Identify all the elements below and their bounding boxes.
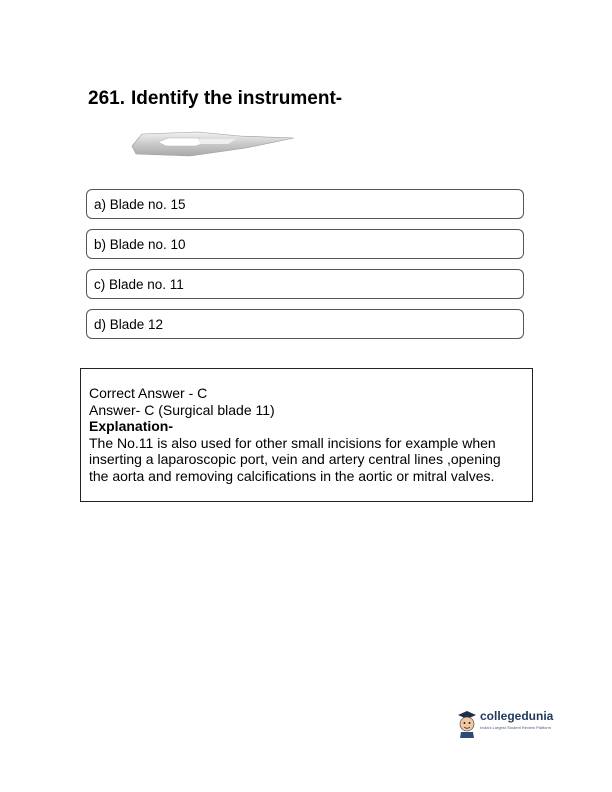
explanation-text: The No.11 is also used for other small incisions for example when inserting a laparoscopic port, vein and artery central lines ,opening the aorta and removing calcifications in the aortic or mitral valves. (89, 434, 501, 484)
logo-tagline: India's Largest Student Review Platform (480, 725, 552, 730)
option-c[interactable] (86, 269, 524, 299)
collegedunia-logo (456, 708, 556, 740)
question-text: Identify the instrument- (130, 88, 343, 109)
scalpel-blade-image (128, 126, 298, 158)
question-number: 261. (88, 88, 125, 109)
option-a[interactable] (86, 189, 524, 219)
answer-line: Answer- C (Surgical blade 11) (89, 401, 275, 418)
correct-answer-line: Correct Answer - C (89, 385, 208, 401)
mascot-icon (456, 708, 478, 738)
option-d-label: d) Blade 12 (94, 316, 164, 332)
logo-name: collegedunia (480, 709, 554, 723)
answer-box (80, 368, 533, 502)
explanation-heading: Explanation- (89, 418, 174, 434)
option-d[interactable] (86, 309, 524, 339)
option-c-label: c) Blade no. 11 (94, 276, 184, 292)
option-a-label: a) Blade no. 15 (94, 196, 186, 212)
question-title (88, 88, 342, 110)
option-b[interactable] (86, 229, 524, 259)
option-b-label: b) Blade no. 10 (94, 236, 186, 252)
